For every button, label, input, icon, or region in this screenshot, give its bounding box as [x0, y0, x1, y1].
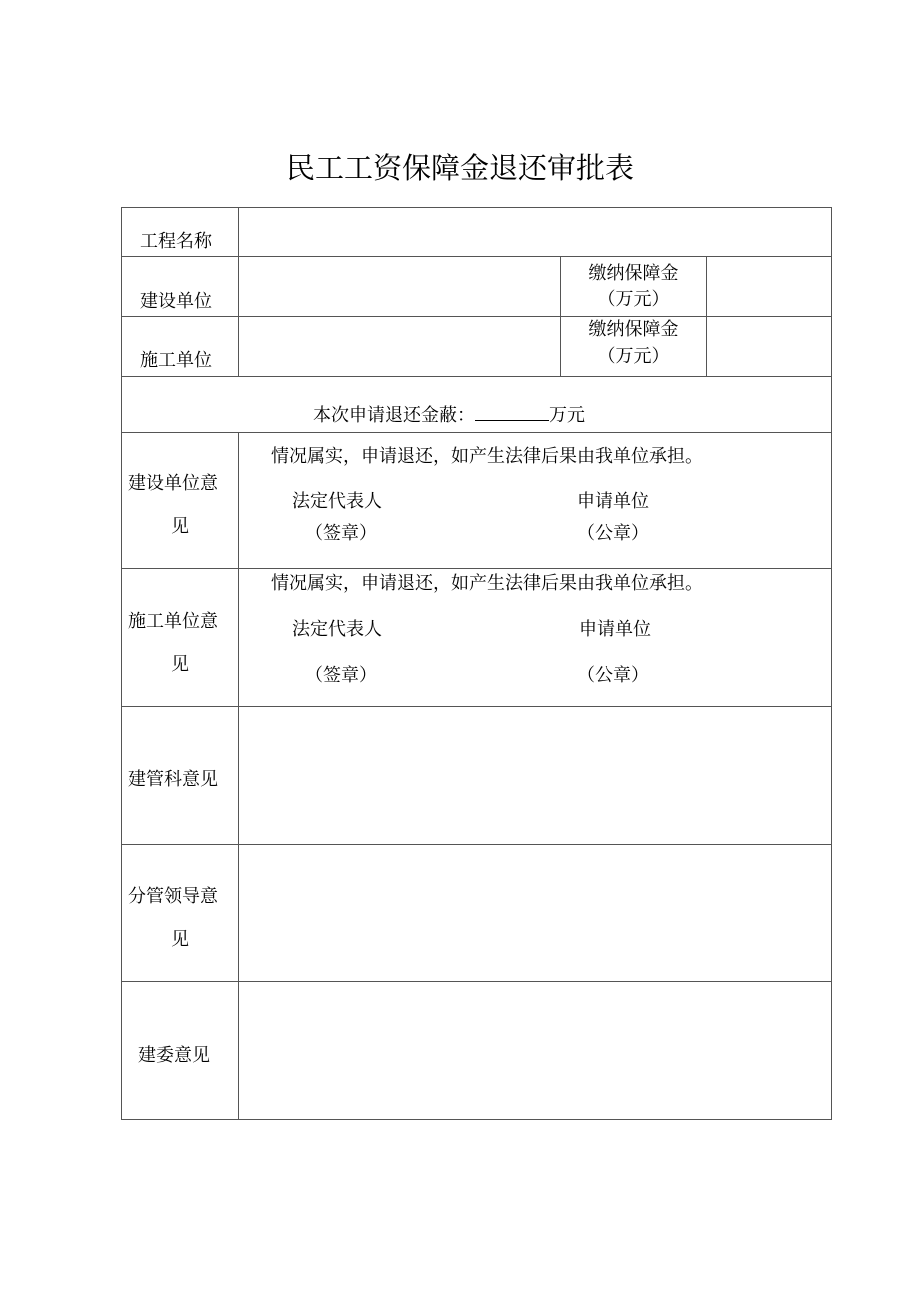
- constructor-rep-label: 法定代表人: [292, 619, 382, 640]
- constructor-deposit-field[interactable]: [707, 317, 831, 376]
- management-opinion-label: 建管科意见: [128, 769, 218, 790]
- constructor-opinion-label-cont: 见: [171, 654, 189, 675]
- builder-label: 建设单位: [140, 291, 212, 312]
- refund-amount-line: [313, 406, 585, 425]
- project-name-field[interactable]: [239, 208, 831, 256]
- builder-unit-seal: （公章）: [577, 523, 649, 544]
- constructor-rep-signature: （签章）: [305, 665, 377, 686]
- table-border-bottom: [121, 1119, 832, 1120]
- deposit-unit: （万元）: [597, 289, 670, 310]
- leader-opinion-label-cont: 见: [171, 929, 189, 950]
- deposit-unit: （万元）: [597, 346, 670, 367]
- row-divider: [121, 432, 832, 433]
- refund-amount-label: 本次申请退还金蔽：: [313, 405, 475, 426]
- form-title: 民工工资保障金退还审批表: [285, 151, 634, 185]
- builder-opinion-label-cont: 见: [171, 516, 189, 537]
- constructor-label: 施工单位: [140, 350, 212, 371]
- row-divider: [121, 568, 832, 569]
- management-opinion-field[interactable]: [239, 707, 831, 844]
- refund-amount-unit: 万元: [549, 405, 585, 426]
- constructor-opinion-statement: 情况属实，申请退还，如产生法律后果由我单位承担。: [271, 573, 703, 594]
- constructor-field[interactable]: [239, 317, 560, 376]
- builder-field[interactable]: [239, 257, 560, 316]
- constructor-unit-seal: （公章）: [577, 665, 649, 686]
- committee-opinion-label: 建委意见: [138, 1045, 210, 1066]
- deposit-label: 缴纳保障金: [588, 319, 679, 340]
- project-name-label: 工程名称: [140, 231, 212, 252]
- builder-unit-label: 申请单位: [577, 491, 649, 512]
- builder-opinion-label: 建设单位意: [128, 473, 218, 494]
- builder-deposit-field[interactable]: [707, 257, 831, 316]
- constructor-opinion-label: 施工单位意: [128, 611, 218, 632]
- table-border-left: [121, 207, 122, 1120]
- committee-opinion-field[interactable]: [239, 982, 831, 1119]
- builder-rep-label: 法定代表人: [292, 491, 382, 512]
- row-divider: [121, 376, 832, 377]
- builder-rep-signature: （签章）: [305, 523, 377, 544]
- refund-amount-blank[interactable]: [475, 406, 549, 421]
- approval-form-table: [121, 207, 832, 1120]
- leader-opinion-label: 分管领导意: [128, 886, 218, 907]
- table-border-right: [831, 207, 832, 1120]
- builder-opinion-statement: 情况属实，申请退还，如产生法律后果由我单位承担。: [271, 446, 703, 467]
- deposit-label: 缴纳保障金: [588, 263, 679, 284]
- constructor-unit-label: 申请单位: [579, 619, 651, 640]
- leader-opinion-field[interactable]: [239, 845, 831, 981]
